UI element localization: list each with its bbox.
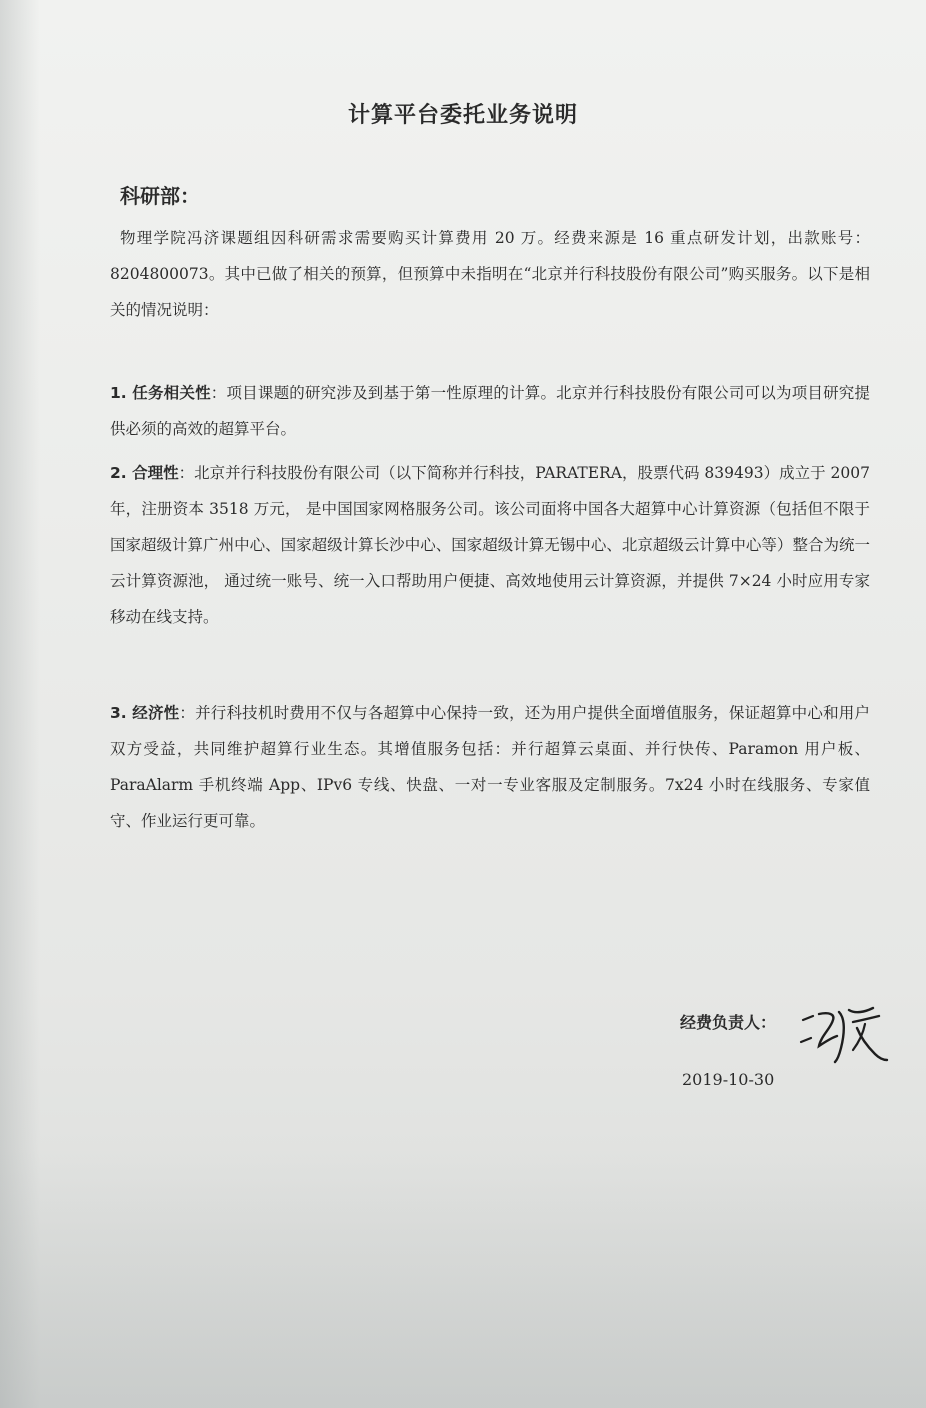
- item-text: ：北京并行科技股份有限公司（以下简称并行科技，PARATERA，股票代码 839493）成立于 2007 年，注册资本 3518 万元， 是中国国家网格服务公司。该公司面将中国各大超算中心计算资源（包括但不限于国家超级计算广州中心、国家超级计算长沙中心、国家超级计算无锡中心、北京超级云计算中心等）整合为统一云计算资源池， 通过统一账号、统一入口帮助用户便捷、高效地使用云计算资源，并提供 7×24 小时应用专家移动在线支持。: [110, 464, 870, 626]
- intro-paragraph: 物理学院冯济课题组因科研需求需要购买计算费用 20 万。经费来源是 16 重点研发计划，出款账号：8204800073。其中已做了相关的预算，但预算中未指明在“北京并行科技股份有限公司”购买服务。以下是相关的情况说明：: [110, 229, 870, 319]
- page-shadow-bottom: [0, 1148, 926, 1408]
- item-rationality: [110, 455, 870, 635]
- recipient-department: 科研部：: [120, 184, 200, 208]
- item-heading: 1. 任务相关性: [110, 384, 211, 402]
- item-text: ：并行科技机时费用不仅与各超算中心保持一致，还为用户提供全面增值服务，保证超算中心和用户双方受益，共同维护超算行业生态。其增值服务包括：并行超算云桌面、并行快传、Paramon 用户板、ParaAlarm 手机终端 App、IPv6 专线、快盘、一对一专业客服及定制服务。7x24 小时在线服务、专家值守、作业运行更可靠。: [110, 704, 870, 830]
- document-date: 2019-10-30: [682, 1070, 775, 1089]
- document-title: 计算平台委托业务说明: [347, 103, 578, 128]
- signature-label: 经费负责人：: [680, 1013, 777, 1032]
- item-heading: 2. 合理性: [110, 464, 179, 482]
- handwritten-signature: [795, 998, 895, 1068]
- item-text: ：项目课题的研究涉及到基于第一性原理的计算。北京并行科技股份有限公司可以为项目研究提供必须的高效的超算平台。: [110, 384, 870, 438]
- item-economy: [110, 695, 870, 839]
- item-task-relevance: [110, 375, 870, 447]
- item-heading: 3. 经济性: [110, 704, 180, 722]
